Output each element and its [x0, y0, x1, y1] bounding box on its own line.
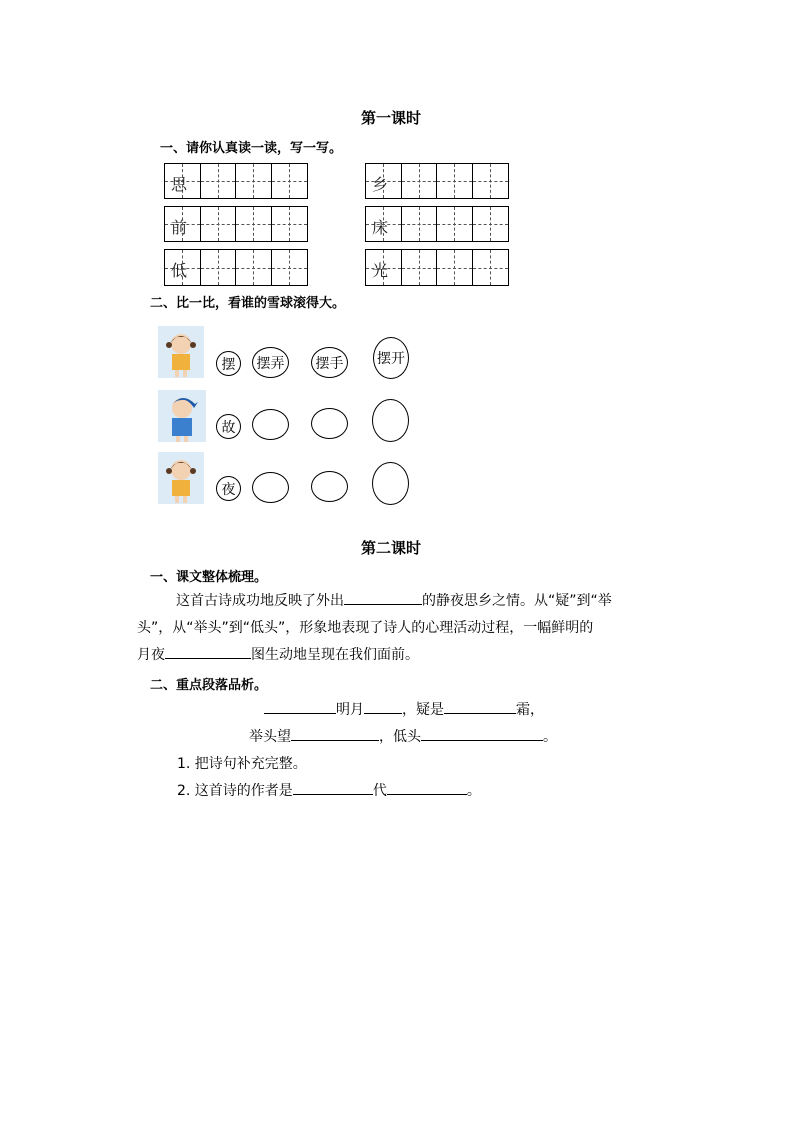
snowball-word[interactable] [311, 471, 348, 502]
snowball-word[interactable] [372, 399, 409, 442]
poem-line-1: 明月 ，疑是 霜， [264, 699, 544, 719]
summary-line-1: 这首古诗成功地反映了外出 的静夜思乡之情。从“疑”到“举 [176, 588, 612, 615]
girl-illustration [158, 452, 204, 504]
fill-blank[interactable] [387, 780, 467, 795]
snowball-word[interactable] [372, 462, 409, 505]
lesson2-section2-heading: 二、重点段落品析。 [150, 678, 268, 693]
writing-grid[interactable] [164, 163, 308, 199]
lesson1-title: 第一课时 [361, 109, 422, 127]
grid-char: 光 [372, 261, 389, 280]
poem-line-2: 举头望 ，低头 。 [249, 726, 557, 746]
snowball-word[interactable] [252, 472, 289, 503]
snowball-word[interactable]: 摆弄 [252, 347, 289, 378]
question-1: 1. 把诗句补充完整。 [177, 756, 307, 772]
writing-grid[interactable] [365, 249, 509, 286]
snowball-word[interactable]: 摆开 [373, 337, 409, 379]
fill-blank[interactable] [344, 590, 422, 605]
lesson1-section1-heading: 一、请你认真读一读，写一写。 [160, 141, 343, 156]
writing-grid[interactable] [164, 249, 308, 286]
fill-blank[interactable] [291, 726, 379, 741]
fill-blank[interactable] [421, 726, 543, 741]
fill-blank[interactable] [293, 780, 373, 795]
summary-line-2: 头”，从“举头”到“低头”，形象地表现了诗人的心理活动过程，一幅鲜明的 [137, 620, 594, 636]
fill-blank[interactable] [444, 699, 516, 714]
girl-illustration [158, 326, 204, 378]
grid-char: 床 [372, 218, 389, 237]
grid-char: 前 [171, 218, 188, 237]
grid-char: 乡 [372, 175, 389, 194]
snowball-char: 夜 [216, 476, 241, 501]
question-2: 2. 这首诗的作者是 代 。 [177, 780, 481, 800]
snowball-char: 故 [216, 414, 241, 439]
lesson1-section2-heading: 二、比一比，看谁的雪球滚得大。 [150, 296, 346, 311]
boy-illustration [158, 390, 206, 442]
snowball-char: 摆 [216, 351, 241, 376]
summary-line-3: 月夜 图生动地呈现在我们面前。 [137, 642, 419, 669]
writing-grid[interactable] [365, 206, 509, 242]
grid-char: 思 [171, 175, 188, 194]
fill-blank[interactable] [264, 699, 336, 714]
grid-char: 低 [171, 261, 188, 280]
snowball-word[interactable] [311, 408, 348, 439]
snowball-word[interactable] [252, 409, 289, 440]
writing-grid[interactable] [365, 163, 509, 199]
lesson2-section1-heading: 一、课文整体梳理。 [150, 570, 268, 585]
writing-grid[interactable] [164, 206, 308, 242]
lesson2-title: 第二课时 [361, 539, 422, 557]
fill-blank[interactable] [364, 699, 402, 714]
snowball-word[interactable]: 摆手 [311, 347, 348, 378]
fill-blank[interactable] [165, 644, 251, 659]
